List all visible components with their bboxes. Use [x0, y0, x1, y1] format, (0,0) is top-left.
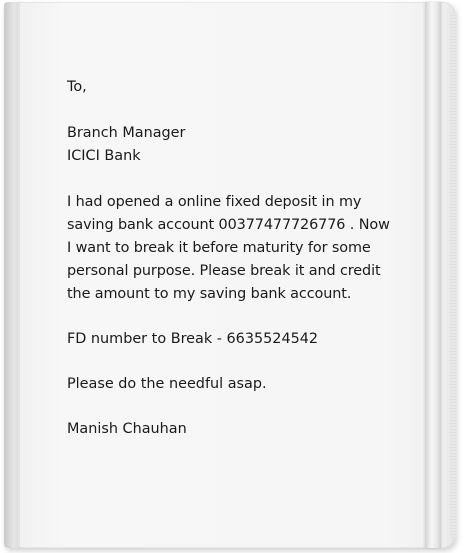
page-edges: [450, 10, 456, 540]
signature-name: Manish Chauhan: [67, 421, 187, 437]
body-line: personal purpose. Please break it and credit: [67, 263, 381, 279]
notebook-spine: [4, 2, 18, 548]
elastic-band: [425, 2, 441, 548]
recipient-bank: ICICI Bank: [67, 148, 141, 164]
fd-number-line: FD number to Break - 6635524542: [67, 331, 319, 347]
recipient-title: Branch Manager: [67, 125, 186, 141]
body-line: saving bank account 00377477726776 . Now: [67, 217, 390, 233]
spine-fold-line: [18, 2, 20, 548]
request-line: Please do the needful asap.: [67, 376, 267, 392]
salutation: To,: [67, 79, 87, 95]
notebook-cover: [4, 2, 455, 548]
body-line: I had opened a online fixed deposit in my: [67, 194, 362, 210]
letter-body: [67, 191, 417, 306]
letter-text: [67, 76, 417, 441]
body-line: the amount to my saving bank account.: [67, 286, 352, 302]
body-line: I want to break it before maturity for some: [67, 240, 371, 256]
